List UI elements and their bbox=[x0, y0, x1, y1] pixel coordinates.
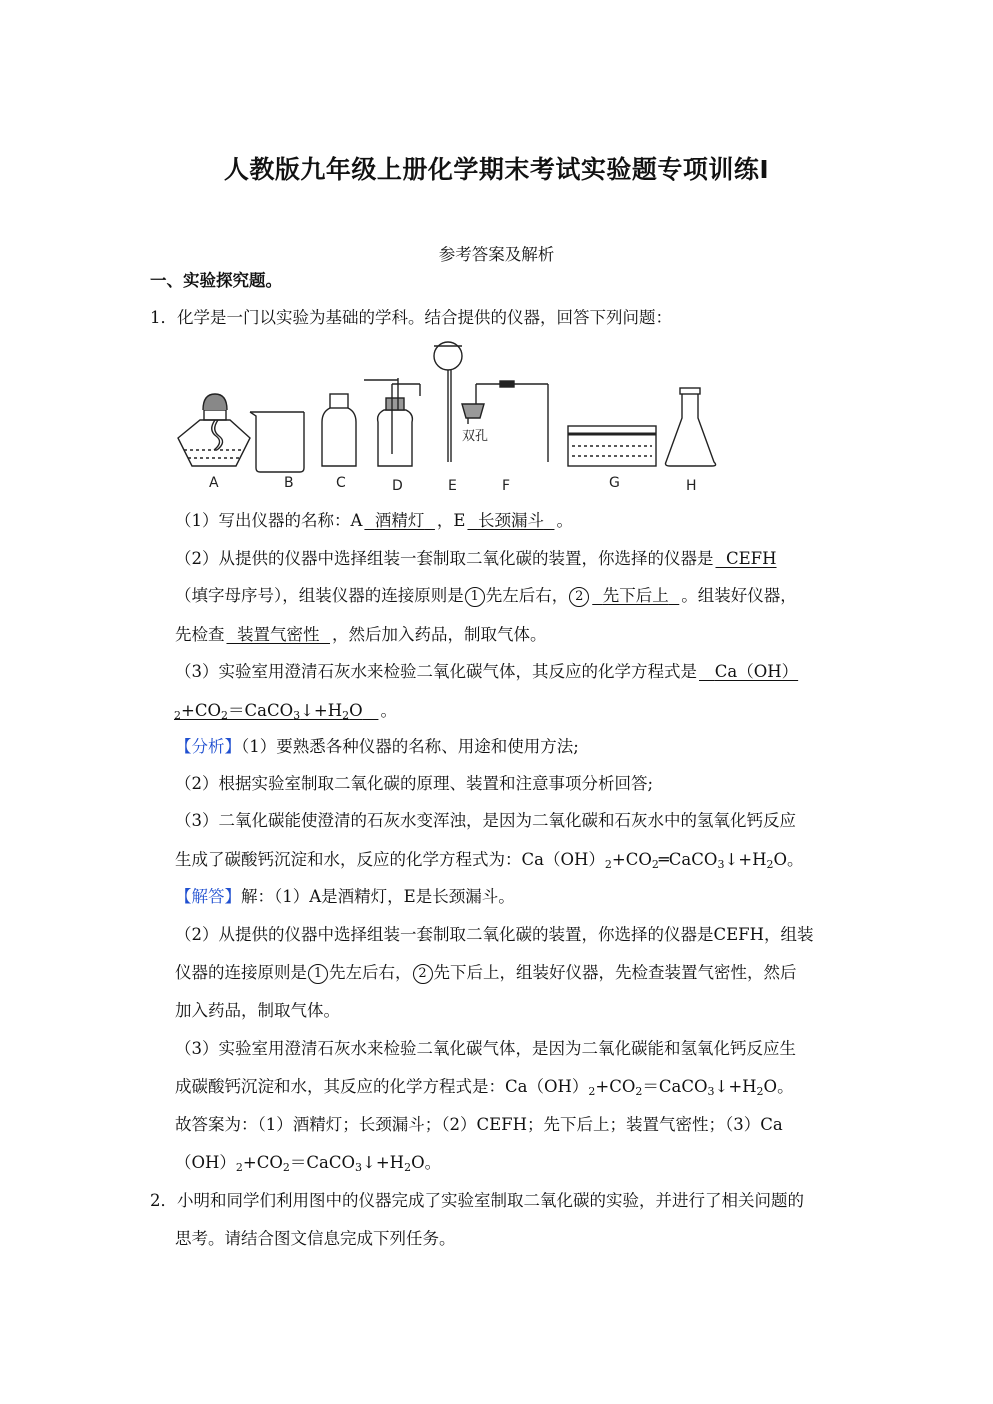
figure-label-a: A bbox=[209, 475, 219, 491]
q1-part1: （1）写出仪器的名称：A 酒精灯 ，E 长颈漏斗 。 bbox=[175, 511, 573, 530]
q1-part2-line3: 先检查 装置气密性 ，然后加入药品，制取气体。 bbox=[175, 625, 547, 644]
question-2-line2: 思考。请结合图文信息完成下列任务。 bbox=[175, 1229, 456, 1248]
solution-line6: 成碳酸钙沉淀和水，其反应的化学方程式是：$Ca(OH)_2+CO_2=CaCO_3↓+H_2O$。 bbox=[175, 1077, 794, 1098]
document-title: 人教版九年级上册化学期末考试实验题专项训练Ⅰ bbox=[223, 155, 770, 184]
figure-label-b: B bbox=[284, 475, 294, 491]
solution-tag: 【解答】 bbox=[175, 887, 241, 906]
question-1-stem: 1．化学是一门以实验为基础的学科。结合提供的仪器，回答下列问题： bbox=[150, 308, 672, 327]
double-hole-stopper-icon bbox=[462, 381, 548, 462]
apparatus-figure bbox=[170, 338, 730, 498]
analysis-tag: 【分析】 bbox=[175, 737, 241, 756]
analysis-line2: （2）根据实验室制取二氧化碳的原理、装置和注意事项分析回答; bbox=[175, 774, 654, 793]
water-trough-icon bbox=[568, 426, 656, 466]
figure-label-g: G bbox=[609, 475, 620, 491]
answer-blank: CEFH bbox=[726, 549, 777, 568]
analysis-line4: 生成了碳酸钙沉淀和水，反应的化学方程式为：$Ca(OH)_2+CO_2═CaCO_3↓+H_2O$。 bbox=[175, 850, 804, 871]
long-neck-funnel-icon bbox=[434, 342, 462, 462]
figure-note-f: 双孔 bbox=[462, 429, 489, 444]
analysis-line3: （3）二氧化碳能使澄清的石灰水变浑浊，是因为二氧化碳和石灰水中的氢氧化钙反应 bbox=[175, 811, 796, 830]
figure-label-h: H bbox=[686, 478, 697, 494]
alcohol-lamp-icon bbox=[178, 394, 250, 466]
figure-label-f: F bbox=[502, 478, 511, 494]
beaker-icon bbox=[250, 412, 304, 472]
conical-flask-icon bbox=[666, 388, 716, 466]
solution-line7: 故答案为：（1）酒精灯；长颈漏斗；（2）CEFH；先下后上；装置气密性；（3）Ca bbox=[175, 1115, 783, 1134]
solution-line4: 加入药品，制取气体。 bbox=[175, 1001, 340, 1020]
answer-blank: 先下后上 bbox=[602, 586, 669, 605]
question-2-line1: 2．小明和同学们利用图中的仪器完成了实验室制取二氧化碳的实验，并进行了相关问题的 bbox=[150, 1191, 804, 1210]
figure-label-c: C bbox=[336, 475, 346, 491]
q1-part3-line2: $_2+CO_2=CaCO_3↓+H_2O$ 。 bbox=[174, 701, 397, 722]
answer-blank: 装置气密性 bbox=[237, 625, 320, 644]
solution-line5: （3）实验室用澄清石灰水来检验二氧化碳气体，是因为二氧化碳能和氢氧化钙反应生 bbox=[175, 1039, 796, 1058]
figure-label-e: E bbox=[448, 478, 457, 494]
solution-line3: 仪器的连接原则是 1 先左后右， 2 先下后上，组装好仪器，先检查装置气密性，然后 bbox=[175, 963, 797, 982]
answer-blank: 酒精灯 bbox=[374, 511, 425, 530]
answer-blank: Ca（OH） bbox=[714, 662, 799, 681]
solution-line1: 【解答】解：（1）A是酒精灯，E是长颈漏斗。 bbox=[175, 887, 515, 906]
answer-blank: 长颈漏斗 bbox=[477, 511, 544, 530]
subtitle: 参考答案及解析 bbox=[438, 245, 555, 264]
q1-part2-line2: （填字母序号），组装仪器的连接原则是 1 先左后右， 2 先下后上 。组装好仪器， bbox=[175, 586, 797, 605]
analysis-line1: 【分析】（1）要熟悉各种仪器的名称、用途和使用方法; bbox=[175, 737, 579, 756]
section-heading: 一、实验探究题。 bbox=[150, 271, 282, 290]
q1-part3-line1: （3）实验室用澄清石灰水来检验二氧化碳气体，其反应的化学方程式是 Ca（OH） bbox=[175, 662, 799, 681]
solution-line2: （2）从提供的仪器中选择组装一套制取二氧化碳的装置，你选择的仪器是CEFH，组装 bbox=[175, 925, 814, 944]
solution-line8: $(OH)_2+CO_2=CaCO_3↓+H_2O$。 bbox=[175, 1153, 442, 1174]
reagent-bottle-icon bbox=[322, 394, 356, 466]
q1-part2-line1: （2）从提供的仪器中选择组装一套制取二氧化碳的装置，你选择的仪器是 CEFH bbox=[175, 549, 777, 568]
answer-blank: $_2+CO_2=CaCO_3↓+H_2O$ bbox=[174, 701, 363, 722]
gas-washing-bottle-icon bbox=[364, 378, 420, 466]
figure-label-d: D bbox=[392, 478, 403, 494]
